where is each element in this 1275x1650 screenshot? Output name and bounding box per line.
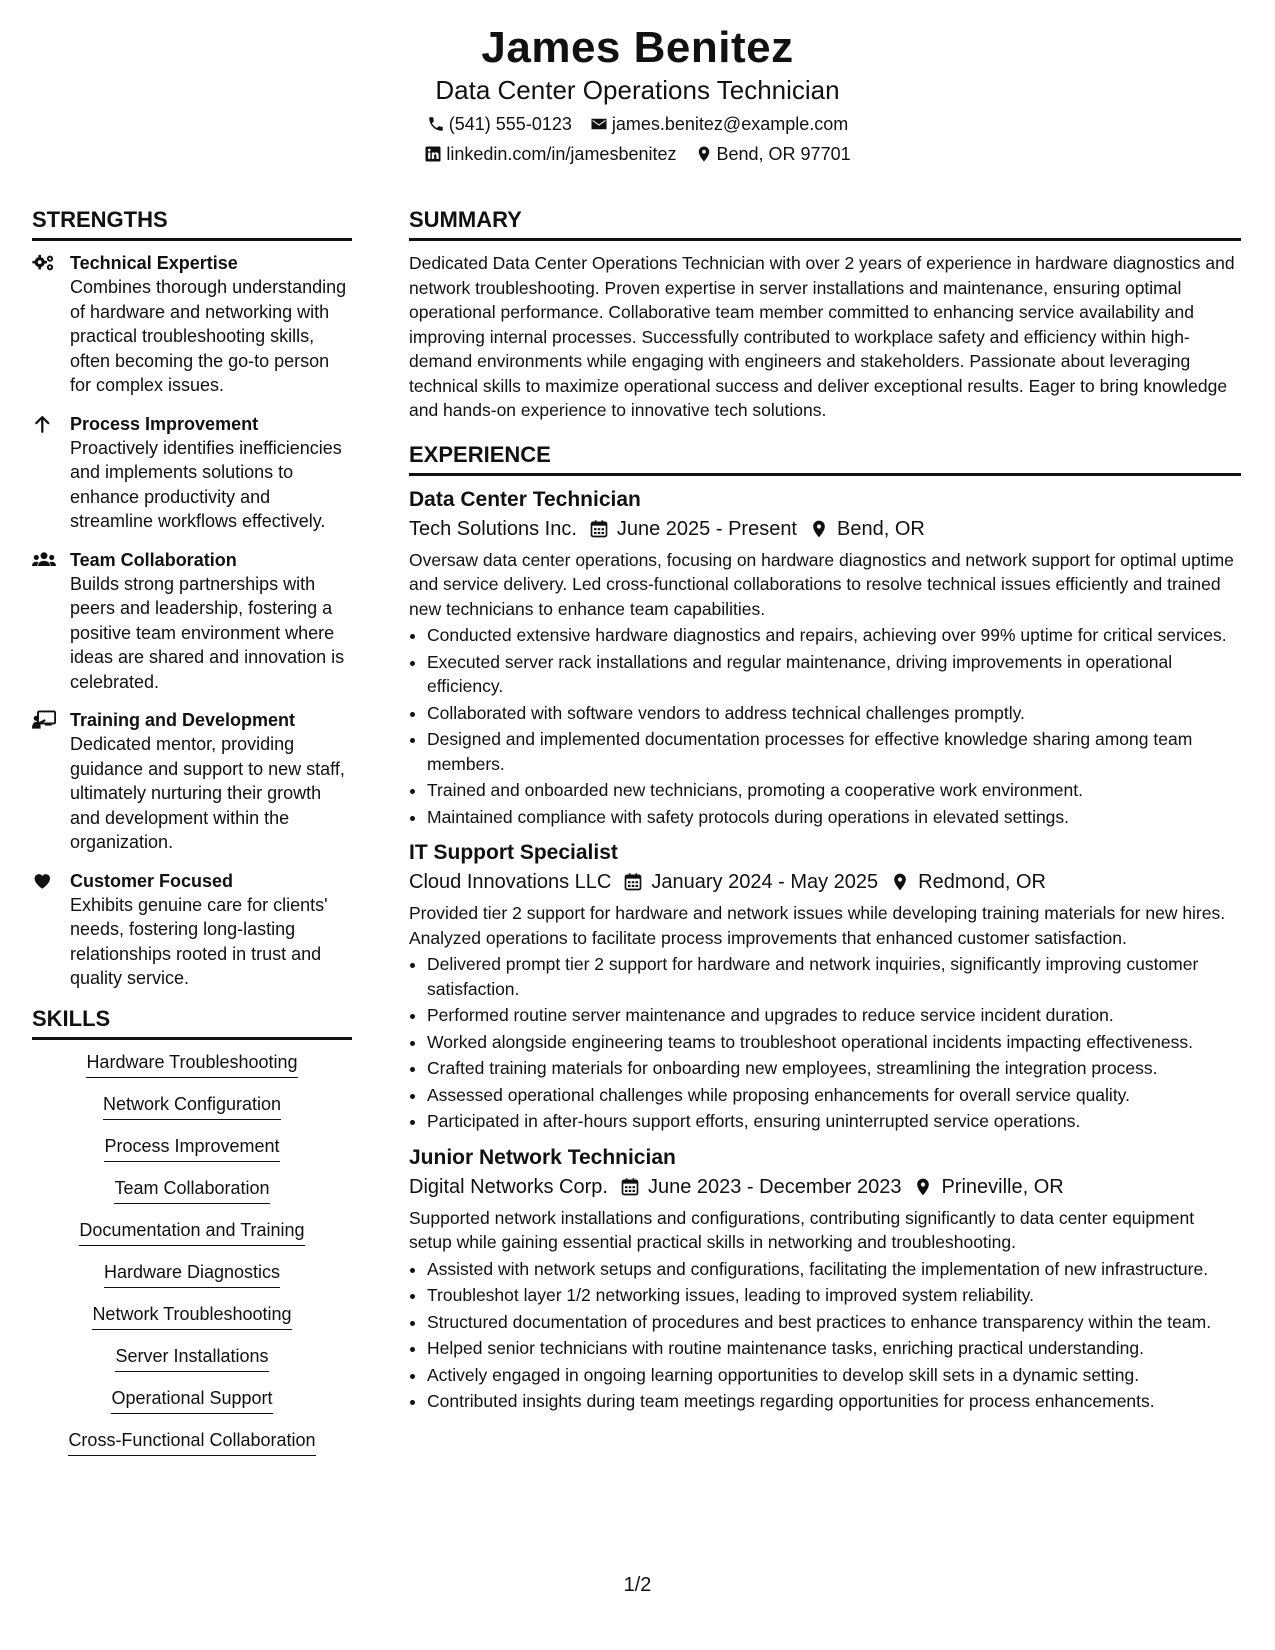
skill-item [32,1386,352,1414]
job-location [890,867,1046,897]
job-dates [589,514,797,544]
job-dates-text: June 2023 - December 2023 [647,1175,902,1198]
bullet-item: • Delivered prompt tier 2 support for hardware and network inquiries, significantly improving customer satisfaction. [427,952,1241,1001]
strength-title: Training and Development [70,710,296,730]
teacher-icon [32,708,58,855]
users-icon [32,548,58,695]
skill-item [32,1344,352,1372]
bullet-item: • Worked alongside engineering teams to troubleshoot operational incidents impacting effectiveness. [427,1030,1241,1055]
job-meta [409,867,1241,897]
skill-label: Process Improvement [104,1134,279,1162]
skills-heading: SKILLS [32,1005,352,1040]
strength-item [32,708,352,855]
strength-desc: Exhibits genuine care for clients' needs, fostering long-lasting relationships rooted in trust and quality service. [70,894,328,988]
skill-label: Hardware Troubleshooting [86,1050,297,1078]
experience-heading: EXPERIENCE [409,441,1241,476]
bullet-item: • Designed and implemented documentation processes for effective knowledge sharing among team members. [427,727,1241,776]
bullet-item: • Participated in after-hours support efforts, ensuring uninterrupted service operations. [427,1109,1241,1134]
job-dates [623,867,878,897]
strength-desc: Proactively identifies inefficiencies and implements solutions to enhance productivity and streamline workflows effectively. [70,437,342,531]
job-bullets [409,1257,1241,1414]
map-pin-icon [913,1177,933,1197]
skill-label: Network Configuration [103,1092,281,1120]
skill-item [32,1134,352,1162]
map-pin-icon [809,519,829,539]
strength-title: Process Improvement [70,413,259,434]
contact-row-2 [0,142,1275,166]
skill-item [32,1218,352,1246]
skill-label: Team Collaboration [114,1176,269,1204]
left-column [32,206,352,1470]
skill-label: Documentation and Training [79,1218,304,1246]
skill-label: Server Installations [115,1344,268,1372]
job-bullets [409,952,1241,1134]
phone-icon [427,115,445,133]
bullet-item: • Trained and onboarded new technicians, promoting a cooperative work environment. [427,778,1241,803]
bullet-item: • Performed routine server maintenance and upgrades to reduce service incident duration. [427,1003,1241,1028]
strength-desc: Dedicated mentor, providing guidance and support to new staff, ultimately nurturing their growth and development within the organization. [70,734,345,852]
bullet-item: • Actively engaged in ongoing learning opportunities to develop skill sets in a dynamic setting. [427,1363,1241,1388]
resume-header [0,22,1275,166]
gears-icon [32,251,58,398]
envelope-icon [590,115,608,133]
page-number: 1/2 [623,1574,652,1596]
job-title: Data Center Technician [409,487,641,511]
job-location-text: Bend, OR [837,517,925,540]
strength-title: Technical Expertise [70,253,238,273]
candidate-title: Data Center Operations Technician [435,75,840,105]
skill-label: Operational Support [111,1386,272,1414]
bullet-item: • Conducted extensive hardware diagnostics and repairs, achieving over 99% uptime for critical services. [427,623,1241,648]
job-entry [409,1144,1241,1414]
strengths-heading: STRENGTHS [32,206,352,241]
job-company: Cloud Innovations LLC [409,871,612,893]
skills-list [32,1050,352,1456]
job-title: IT Support Specialist [409,841,618,864]
job-location-text: Redmond, OR [918,871,1047,893]
linkedin-text[interactable]: linkedin.com/in/jamesbenitez [446,144,677,164]
job-company: Tech Solutions Inc. [409,517,577,540]
location-contact [695,142,851,166]
right-column [409,206,1241,1424]
skill-item [32,1428,352,1456]
bullet-item: • Executed server rack installations and regular maintenance, driving improvements in operational efficiency. [427,650,1241,699]
phone-text: (541) 555-0123 [448,114,572,134]
job-location-text: Prineville, OR [941,1175,1064,1198]
job-dates-text: January 2024 - May 2025 [651,871,879,893]
job-entry [409,839,1241,1134]
heart-icon [32,869,58,991]
contact-row-1 [0,112,1275,136]
job-location [809,514,925,544]
skill-item [32,1260,352,1288]
strength-title: Customer Focused [70,870,234,891]
bullet-item: • Assisted with network setups and configurations, facilitating the implementation of new infrastructure. [427,1257,1241,1282]
skill-label: Cross-Functional Collaboration [68,1428,315,1456]
job-meta [409,1172,1241,1202]
skill-item [32,1302,352,1330]
linkedin-icon [424,145,442,163]
candidate-name: James Benitez [481,23,794,72]
job-company: Digital Networks Corp. [409,1175,608,1198]
strength-item [32,548,352,695]
job-dates [620,1172,902,1202]
location-text: Bend, OR 97701 [716,144,851,164]
calendar-icon [589,519,609,539]
job-meta [409,514,1241,544]
phone-contact [427,112,572,136]
skill-item [32,1176,352,1204]
bullet-item: • Maintained compliance with safety protocols during operations in elevated settings. [427,805,1241,830]
calendar-icon [620,1177,640,1197]
summary-heading: SUMMARY [409,206,1241,241]
bullet-item: • Contributed insights during team meetings regarding opportunities for process enhancements. [427,1389,1241,1414]
strength-item [32,251,352,398]
job-description: Oversaw data center operations, focusing on hardware diagnostics and network support for optimal uptime and service delivery. Led cross-functional collaborations to resolve technical issues efficiently and trained new technicians to enhance team capabilities. [409,549,1234,619]
calendar-icon [623,872,643,892]
bullet-item: • Structured documentation of procedures and best practices to enhance transparency within the team. [427,1310,1241,1335]
job-entry [409,486,1241,830]
job-location [913,1172,1063,1202]
strength-item [32,869,352,991]
email-contact[interactable] [590,112,848,136]
skill-item [32,1050,352,1078]
summary-text: Dedicated Data Center Operations Technician with over 2 years of experience in hardware diagnostics and network troubleshooting. Proven expertise in server installations and maintenance, ensuring optimal operational performance. Collaborative team member committed to enhancing service availability and improving internal processes. Successfully contributed to workplace safety and efficiency within high-demand environments while engaging with engineers and stakeholders. Passionate about leveraging technical skills to maximize operational success and deliver exceptional results. Eager to bring knowledge and hands-on experience to innovative tech solutions. [409,253,1235,420]
bullet-item: • Troubleshot layer 1/2 networking issues, leading to improved system reliability. [427,1283,1241,1308]
bullet-item: • Crafted training materials for onboarding new employees, streamlining the integration process. [427,1056,1241,1081]
job-dates-text: June 2025 - Present [616,517,797,540]
arrow-up-icon [32,412,58,534]
job-description: Provided tier 2 support for hardware and network issues while developing training materials for new hires. Analyzed operations to facilitate process improvements that enhanced customer satisfaction. [409,903,1226,948]
job-bullets [409,623,1241,829]
bullet-item: • Assessed operational challenges while proposing enhancements for overall service quality. [427,1083,1241,1108]
map-pin-icon [890,872,910,892]
skill-item [32,1092,352,1120]
email-text[interactable]: james.benitez@example.com [611,114,849,134]
skill-label: Network Troubleshooting [92,1302,291,1330]
strength-desc: Combines thorough understanding of hardware and networking with practical troubleshooting skills, often becoming the go-to person for complex issues. [70,277,347,395]
job-title: Junior Network Technician [409,1145,676,1169]
strength-desc: Builds strong partnerships with peers and leadership, fostering a positive team environment where ideas are shared and innovation is celebrated. [70,573,345,692]
bullet-item: • Helped senior technicians with routine maintenance tasks, enriching practical understanding. [427,1336,1241,1361]
strength-title: Team Collaboration [70,549,237,570]
map-pin-icon [695,145,713,163]
job-description: Supported network installations and configurations, contributing significantly to data center equipment setup while gaining essential practical skills in networking and troubleshooting. [409,1207,1195,1252]
strength-item [32,412,352,534]
linkedin-contact[interactable] [424,142,676,166]
bullet-item: • Collaborated with software vendors to address technical challenges promptly. [427,701,1241,726]
skill-label: Hardware Diagnostics [104,1260,280,1288]
